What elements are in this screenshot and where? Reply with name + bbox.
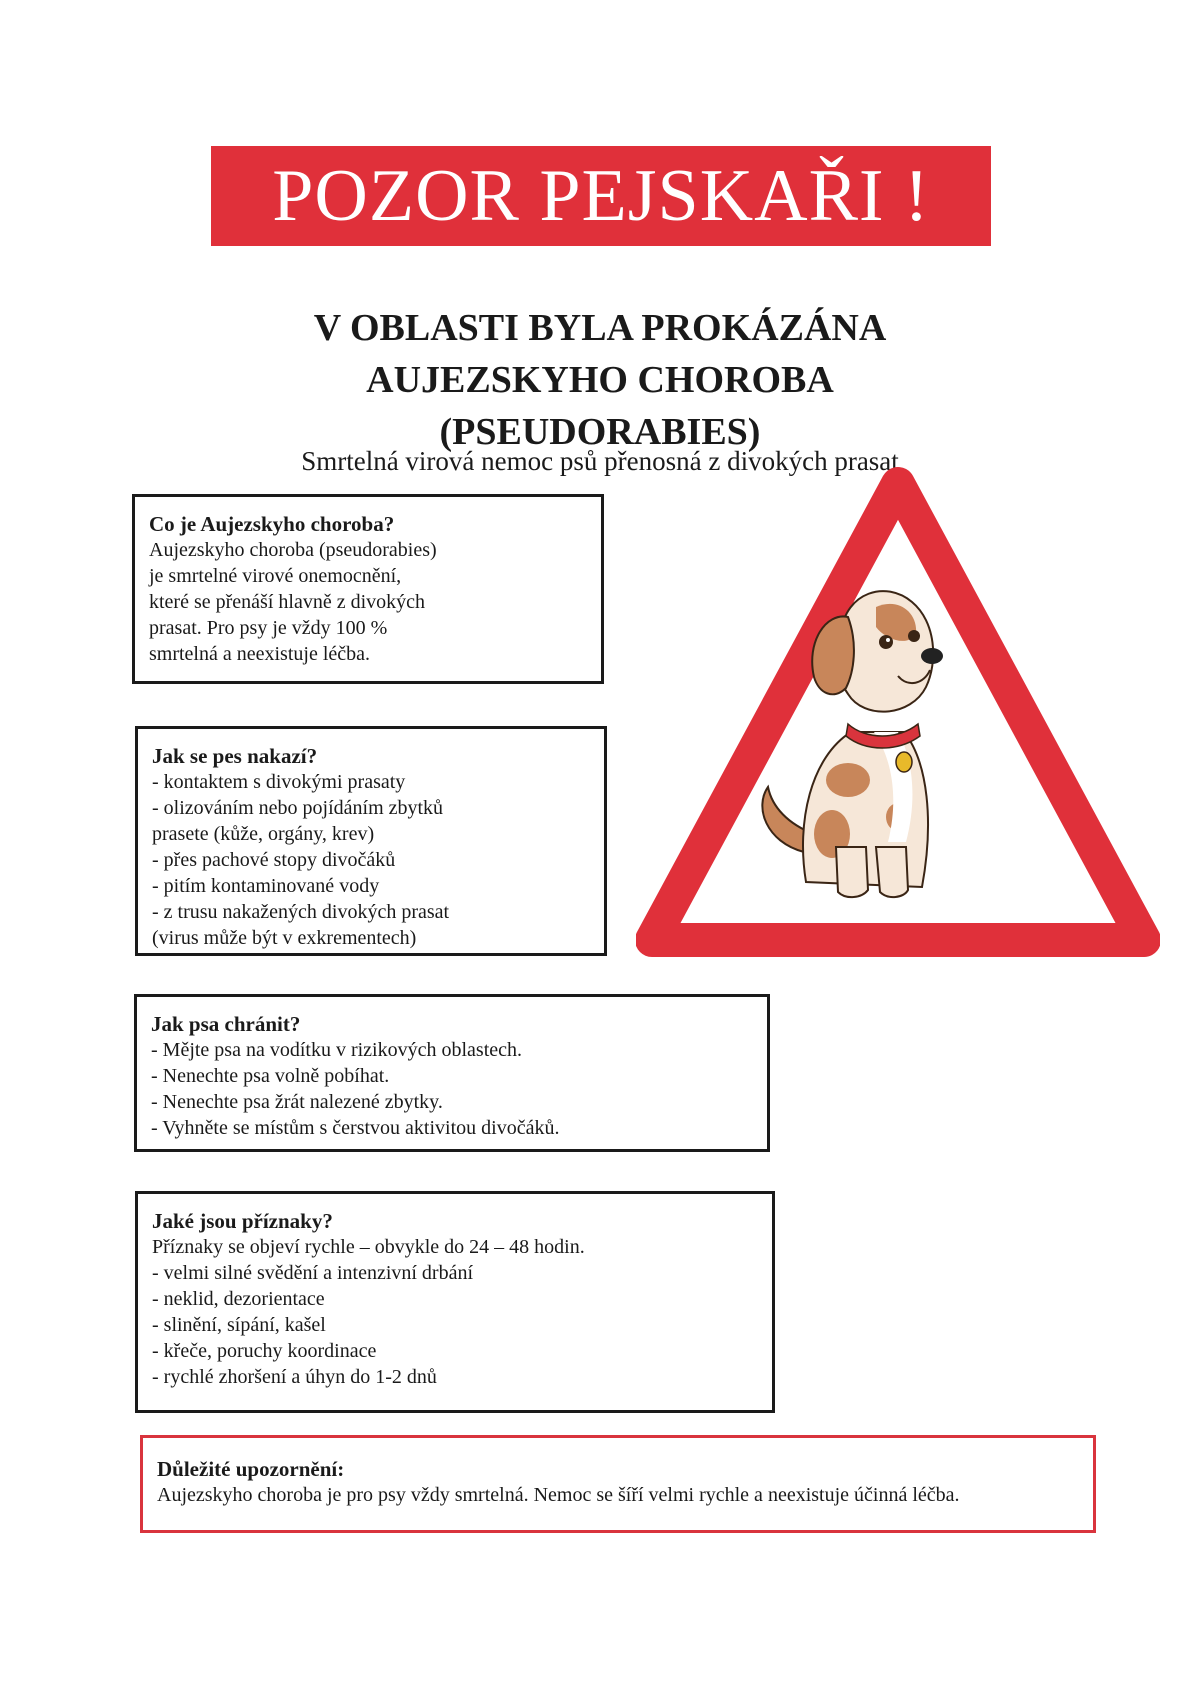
section-what-is — [132, 494, 604, 684]
section-line: je smrtelné virové onemocnění, — [149, 565, 402, 587]
headline — [230, 302, 970, 458]
section-line: - křeče, poruchy koordinace — [152, 1340, 377, 1362]
important-notice — [140, 1435, 1096, 1533]
section-line: prasete (kůže, orgány, krev) — [152, 823, 375, 845]
section-line: - pitím kontaminované vody — [152, 875, 380, 897]
section-title: Co je Aujezskyho choroba? — [149, 512, 395, 536]
subtitle: Smrtelná virová nemoc psů přenosná z divokých prasat — [301, 446, 899, 476]
section-symptoms — [135, 1191, 775, 1413]
notice-title: Důležité upozornění: — [157, 1457, 345, 1481]
section-line: - neklid, dezorientace — [152, 1288, 325, 1310]
section-line: Aujezskyho choroba (pseudorabies) — [149, 539, 437, 561]
section-line: - velmi silné svědění a intenzivní drbání — [152, 1262, 474, 1284]
section-line: - Nenechte psa žrát nalezené zbytky. — [151, 1091, 443, 1113]
warning-triangle-icon — [636, 462, 1160, 960]
section-line: - kontaktem s divokými prasaty — [152, 771, 406, 793]
section-line: - Mějte psa na vodítku v rizikových oblastech. — [151, 1039, 523, 1061]
headline-line: (PSEUDORABIES) — [439, 411, 761, 453]
section-line: - z trusu nakažených divokých prasat — [152, 901, 450, 923]
section-line: - přes pachové stopy divočáků — [152, 849, 396, 871]
section-line: - Vyhněte se místům s čerstvou aktivitou divočáků. — [151, 1117, 560, 1139]
page-banner-title: POZOR PEJSKAŘI ! — [211, 146, 991, 246]
headline-line: AUJEZSKYHO CHOROBA — [366, 359, 834, 401]
section-line: - slinění, sípání, kašel — [152, 1314, 326, 1336]
section-line: prasat. Pro psy je vždy 100 % — [149, 617, 388, 639]
section-line: smrtelná a neexistuje léčba. — [149, 643, 371, 665]
section-how-infected — [135, 726, 607, 956]
notice-text: Aujezskyho choroba je pro psy vždy smrtelná. Nemoc se šíří velmi rychle a neexistuje účinná léčba. — [157, 1484, 960, 1506]
section-title: Jak se pes nakazí? — [152, 744, 318, 768]
section-title: Jaké jsou příznaky? — [152, 1209, 333, 1233]
section-line: které se přenáší hlavně z divokých — [149, 591, 426, 613]
headline-line: V OBLASTI BYLA PROKÁZÁNA — [313, 307, 887, 349]
section-line: - olizováním nebo pojídáním zbytků — [152, 797, 444, 819]
section-line: (virus může být v exkrementech) — [152, 927, 417, 949]
section-line: Příznaky se objeví rychle – obvykle do 24 – 48 hodin. — [152, 1236, 585, 1258]
section-title: Jak psa chránit? — [151, 1012, 301, 1036]
section-how-protect — [134, 994, 770, 1152]
section-line: - Nenechte psa volně pobíhat. — [151, 1065, 390, 1087]
section-line: - rychlé zhoršení a úhyn do 1-2 dnů — [152, 1366, 437, 1388]
